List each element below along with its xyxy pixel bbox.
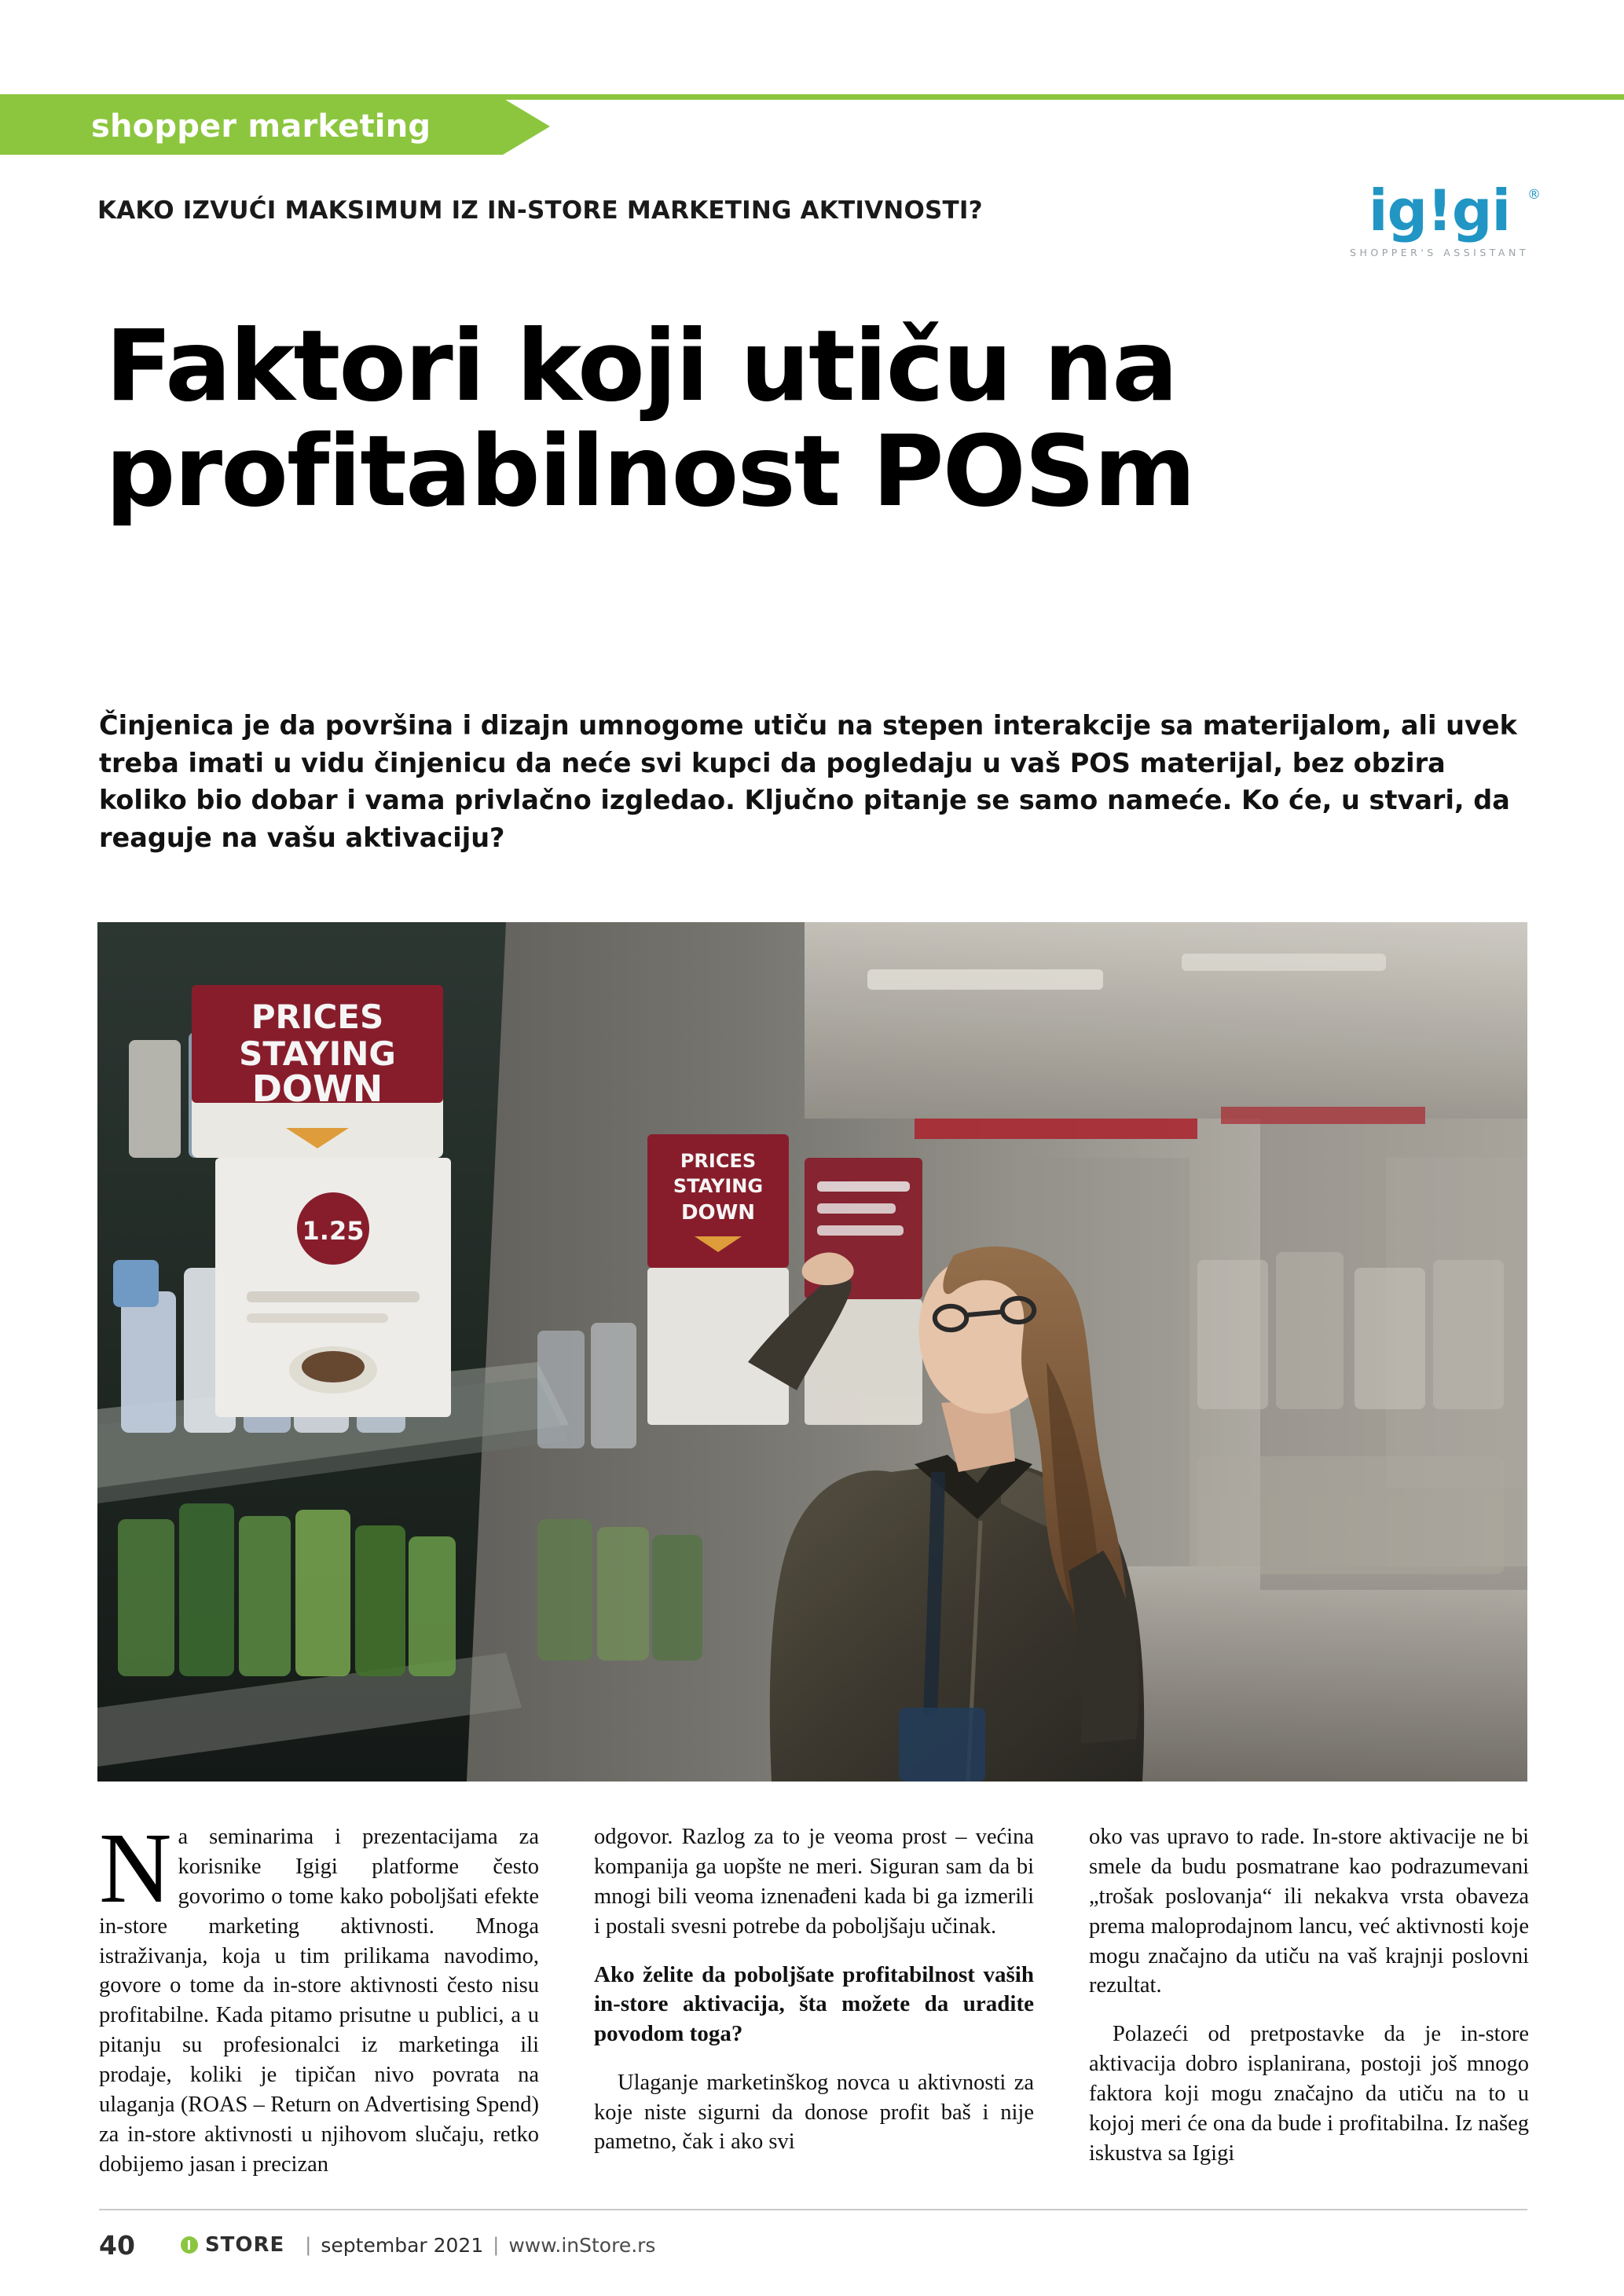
section-flag-label: shopper marketing	[91, 108, 431, 145]
footer-website: www.inStore.rs	[508, 2233, 656, 2257]
section-flag-arrow-icon	[503, 98, 550, 155]
headline-line-1: Faktori koji utiču na	[105, 309, 1177, 423]
article-standfirst: Činjenica je da površina i dizajn umnogome utiču na stepen interakcije sa materijalom, ali uvek treba imati u vidu činjenicu da neće svi kupci da pogledaju u vaš POS materijal, bez obzira koliko bio dobar i vama privlačno izgledao. Ključno pitanje se samo nameće. Ko će, u stvari, da reaguje na vašu aktivaciju?	[99, 710, 1517, 853]
body-subheading: Ako želite da poboljšate profitabilnost vaših in-store aktivacija, šta možete da uradite povodom toga?	[594, 1961, 1034, 2046]
article-body	[99, 1812, 1529, 2184]
page-title	[105, 309, 1535, 529]
footer-brand: STORE	[204, 2233, 285, 2257]
section-flag	[0, 98, 550, 155]
instore-logo-icon	[181, 2236, 198, 2254]
drop-cap: N	[99, 1812, 172, 1924]
footer-divider	[99, 2209, 1527, 2210]
logo-wordmark	[1341, 178, 1538, 244]
logo-registered-mark: ®	[1527, 187, 1541, 203]
svg-text:PRICES: PRICES	[680, 1150, 757, 1172]
svg-text:STAYING: STAYING	[239, 1034, 396, 1073]
svg-text:DOWN: DOWN	[251, 1067, 383, 1110]
body-column-3	[1089, 1822, 1529, 2169]
body-paragraph	[99, 1812, 539, 2180]
body-column-2	[594, 1822, 1034, 2157]
body-paragraph-text: a seminarima i prezentacijama za korisnike Igigi platforme često govorimo o tome kako poboljšati efekte in-store marketing aktivnosti. Mnoga istraživanja, koja u tim prilikama navodimo, govore o tome da in-store aktivnosti često nisu profitabilne. Kada pitamo prisutne u publici, a u pitanju su profesionalci iz marketinga ili prodaje, koliki je tipičan nivo povrata na ulaganja (ROAS – Return on Advertising Spend) za in-store aktivnosti u njihovom slučaju, retko dobijemo jasan i precizan	[99, 1825, 539, 2177]
body-paragraph: Polazeći od pretpostavke da je in-store aktivacija dobro isplanirana, postoji još mnogo faktora koji mogu značajno da utiču na to u kojoj meri će ona da bude i profitabilna. Iz našeg iskustva sa Igigi	[1089, 2022, 1529, 2166]
supermarket-aisle-illustration	[97, 922, 1527, 1782]
body-paragraph: Ulaganje marketinškog novca u aktivnosti za koje niste sigurni da donose profit baš i nije pametno, čak i ako svi	[594, 2070, 1034, 2155]
body-paragraph: oko vas upravo to rade. In-store aktivacije ne bi smele da budu posmatrane kao podrazumevani „trošak poslovanja“ ili nekakva vrsta obaveza prema maloprodajnom lancu, već aktivnosti koje mogu značajno da utiču na vaš krajnji poslovni rezultat.	[1089, 1825, 1529, 1998]
body-paragraph: odgovor. Razlog za to je veoma prost – većina kompanija ga uopšte ne meri. Siguran sam da bi mnogi bili veoma iznenađeni kada bi ga izmerili i postali svesni potrebe da poboljšaju učinak.	[594, 1825, 1034, 1939]
article-photo	[97, 922, 1527, 1782]
footer-issue-date: septembar 2021	[321, 2233, 484, 2257]
body-column-1	[99, 1812, 539, 2180]
footer-separator-1: |	[305, 2234, 312, 2256]
svg-text:PRICES: PRICES	[251, 998, 384, 1036]
page-number: 40	[99, 2229, 135, 2261]
igigi-logo	[1341, 178, 1541, 292]
svg-text:STAYING: STAYING	[673, 1175, 764, 1197]
headline-line-2: profitabilnost POSm	[105, 414, 1195, 529]
svg-text:1.25: 1.25	[302, 1216, 365, 1246]
page-footer	[99, 2221, 1529, 2269]
logo-word-text: ig!gi	[1368, 178, 1511, 244]
svg-text:DOWN: DOWN	[680, 1201, 756, 1225]
logo-tagline: SHOPPER'S ASSISTANT	[1350, 247, 1529, 258]
footer-separator-2: |	[493, 2234, 500, 2256]
article-kicker: KAKO IZVUĆI MAKSIMUM IZ IN-STORE MARKETING AKTIVNOSTI?	[97, 196, 983, 225]
